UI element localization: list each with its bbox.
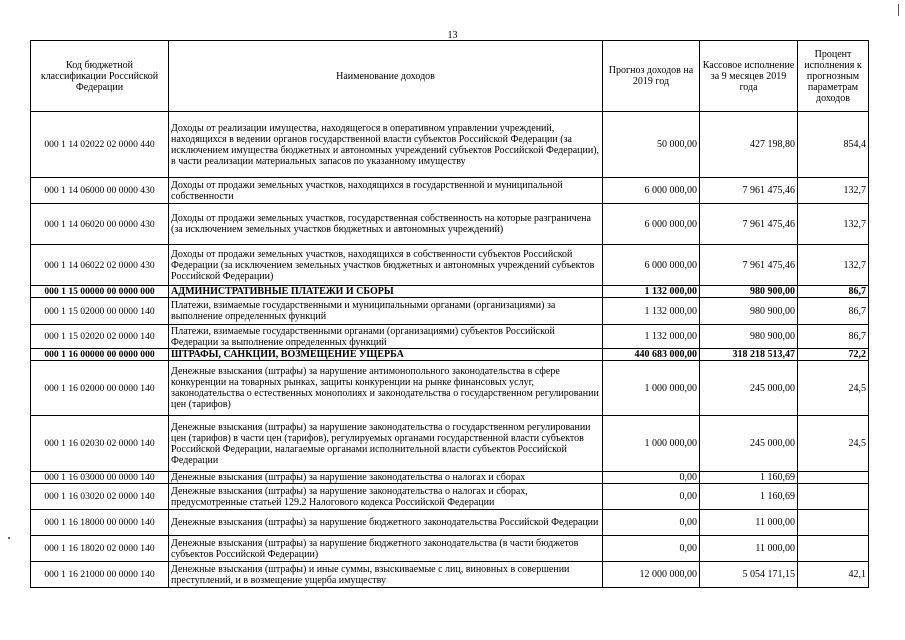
row-pct: 72,2: [798, 349, 869, 361]
table-row-section: [31, 349, 869, 361]
row-pct: 132,7: [798, 178, 869, 204]
page-number: 13: [447, 30, 458, 41]
row-exec: 245 000,00: [700, 361, 798, 416]
row-code: 000 1 15 02020 02 0000 140: [31, 325, 169, 349]
row-exec: 5 054 171,15: [700, 562, 798, 588]
row-pct: [798, 472, 869, 484]
row-pct: 86,7: [798, 286, 869, 298]
row-plan: 0,00: [603, 536, 700, 562]
row-plan: 440 683 000,00: [603, 349, 700, 361]
revenue-table: [30, 40, 869, 588]
row-pct: [798, 536, 869, 562]
row-plan: 1 132 000,00: [603, 298, 700, 325]
row-exec: 11 000,00: [700, 510, 798, 536]
row-code: 000 1 16 03000 00 0000 140: [31, 472, 169, 484]
row-code: 000 1 16 00000 00 0000 000: [31, 349, 169, 361]
row-code: 000 1 16 02000 00 0000 140: [31, 361, 169, 416]
row-pct: [798, 484, 869, 510]
row-plan: 12 000 000,00: [603, 562, 700, 588]
row-plan: 1 132 000,00: [603, 286, 700, 298]
row-code: 000 1 16 02030 02 0000 140: [31, 416, 169, 472]
row-exec: 11 000,00: [700, 536, 798, 562]
row-code: 000 1 16 03020 02 0000 140: [31, 484, 169, 510]
row-code: 000 1 14 06000 00 0000 430: [31, 178, 169, 204]
page-edge-mark: [898, 4, 899, 16]
table-row: [31, 484, 869, 510]
header-name: Наименование доходов: [169, 41, 603, 112]
row-plan: 6 000 000,00: [603, 204, 700, 245]
table-row: [31, 204, 869, 245]
row-name: Денежные взыскания (штрафы) за нарушение законодательства о государственном регулировании цен (тарифов) в части цен (тарифов), регулируемых органами государственной власти субъектов Российской Федерации, налагаемые органами исполнительной власти субъектов Российской Федерации: [169, 416, 603, 472]
row-pct: [798, 510, 869, 536]
row-exec: 7 961 475,46: [700, 204, 798, 245]
table-row: [31, 361, 869, 416]
row-name: ШТРАФЫ, САНКЦИИ, ВОЗМЕЩЕНИЕ УЩЕРБА: [169, 349, 603, 361]
row-name: Денежные взыскания (штрафы) за нарушение законодательства о налогах и сборах: [169, 472, 603, 484]
row-pct: 854,4: [798, 112, 869, 178]
row-plan: 1 000 000,00: [603, 361, 700, 416]
row-pct: 24,5: [798, 416, 869, 472]
row-exec: 427 198,80: [700, 112, 798, 178]
row-plan: 6 000 000,00: [603, 245, 700, 286]
row-name: Денежные взыскания (штрафы) за нарушение бюджетного законодательства Российской Федерации: [169, 510, 603, 536]
row-pct: 86,7: [798, 325, 869, 349]
row-pct: 86,7: [798, 298, 869, 325]
row-name: Денежные взыскания (штрафы) и иные суммы, взыскиваемые с лиц, виновных в совершении преступлений, и в возмещение ущерба имуществу: [169, 562, 603, 588]
scan-speck: [8, 537, 10, 539]
row-pct: 24,5: [798, 361, 869, 416]
row-name: Доходы от продажи земельных участков, находящихся в собственности субъектов Российской Федерации (за исключением земельных участков бюджетных и автономных учреждений субъектов Российской Федерации): [169, 245, 603, 286]
table-row-section: [31, 286, 869, 298]
row-name: Денежные взыскания (штрафы) за нарушение бюджетного законодательства (в части бюджетов субъектов Российской Федерации): [169, 536, 603, 562]
row-plan: 0,00: [603, 484, 700, 510]
row-name: Доходы от продажи земельных участков, находящихся в государственной и муниципальной собственности: [169, 178, 603, 204]
row-code: 000 1 16 21000 00 0000 140: [31, 562, 169, 588]
row-code: 000 1 14 06022 02 0000 430: [31, 245, 169, 286]
row-name: Платежи, взимаемые государственными и муниципальными органами (организациями) за выполнение определенных функций: [169, 298, 603, 325]
row-exec: 980 900,00: [700, 286, 798, 298]
row-exec: 7 961 475,46: [700, 178, 798, 204]
row-code: 000 1 14 02022 02 0000 440: [31, 112, 169, 178]
header-pct: Процент исполнения к прогнозным параметрам доходов: [798, 41, 869, 112]
row-plan: 1 000 000,00: [603, 416, 700, 472]
row-code: 000 1 14 06020 00 0000 430: [31, 204, 169, 245]
row-exec: 980 900,00: [700, 325, 798, 349]
table-row: [31, 416, 869, 472]
row-code: 000 1 15 00000 00 0000 000: [31, 286, 169, 298]
header-exec: Кассовое исполнение за 9 месяцев 2019 года: [700, 41, 798, 112]
row-exec: 318 218 513,47: [700, 349, 798, 361]
table-row: [31, 562, 869, 588]
row-name: Платежи, взимаемые государственными органами (организациями) субъектов Российской Федерации за выполнение определенных функций: [169, 325, 603, 349]
row-code: 000 1 16 18020 02 0000 140: [31, 536, 169, 562]
row-exec: 1 160,69: [700, 472, 798, 484]
row-plan: 50 000,00: [603, 112, 700, 178]
table-header-row: [31, 41, 869, 112]
row-name: Денежные взыскания (штрафы) за нарушение антимонопольного законодательства в сфере конкуренции на товарных рынках, защиты конкуренции на рынке финансовых услуг, законодательства о естественных монополиях и законодательства о государственном регулировании цен (тарифов): [169, 361, 603, 416]
table-row: [31, 472, 869, 484]
row-plan: 0,00: [603, 472, 700, 484]
header-code: Код бюджетной классификации Российской Федерации: [31, 41, 169, 112]
table-row: [31, 536, 869, 562]
row-name: Денежные взыскания (штрафы) за нарушение законодательства о налогах и сборах, предусмотренные статьей 129.2 Налогового кодекса Российской Федерации: [169, 484, 603, 510]
table-row: [31, 112, 869, 178]
row-pct: 132,7: [798, 204, 869, 245]
table-row: [31, 178, 869, 204]
row-name: Доходы от продажи земельных участков, государственная собственность на которые разграничена (за исключением земельных участков бюджетных и автономных учреждений): [169, 204, 603, 245]
row-pct: 42,1: [798, 562, 869, 588]
table-row: [31, 298, 869, 325]
row-name: Доходы от реализации имущества, находящегося в оперативном управлении учреждений, находящихся в ведении органов государственной власти субъектов Российской Федерации (за исключением имущества бюджетных и автономных учреждений субъектов Российской Федерации), в части реализации материальных запасов по указанному имуществу: [169, 112, 603, 178]
row-pct: 132,7: [798, 245, 869, 286]
table-row: [31, 325, 869, 349]
table-row: [31, 245, 869, 286]
row-exec: 245 000,00: [700, 416, 798, 472]
row-code: 000 1 15 02000 00 0000 140: [31, 298, 169, 325]
table-row: [31, 510, 869, 536]
row-exec: 7 961 475,46: [700, 245, 798, 286]
row-name: АДМИНИСТРАТИВНЫЕ ПЛАТЕЖИ И СБОРЫ: [169, 286, 603, 298]
row-plan: 0,00: [603, 510, 700, 536]
row-plan: 1 132 000,00: [603, 325, 700, 349]
row-exec: 980 900,00: [700, 298, 798, 325]
row-exec: 1 160,69: [700, 484, 798, 510]
row-plan: 6 000 000,00: [603, 178, 700, 204]
row-code: 000 1 16 18000 00 0000 140: [31, 510, 169, 536]
header-plan: Прогноз доходов на 2019 год: [603, 41, 700, 112]
